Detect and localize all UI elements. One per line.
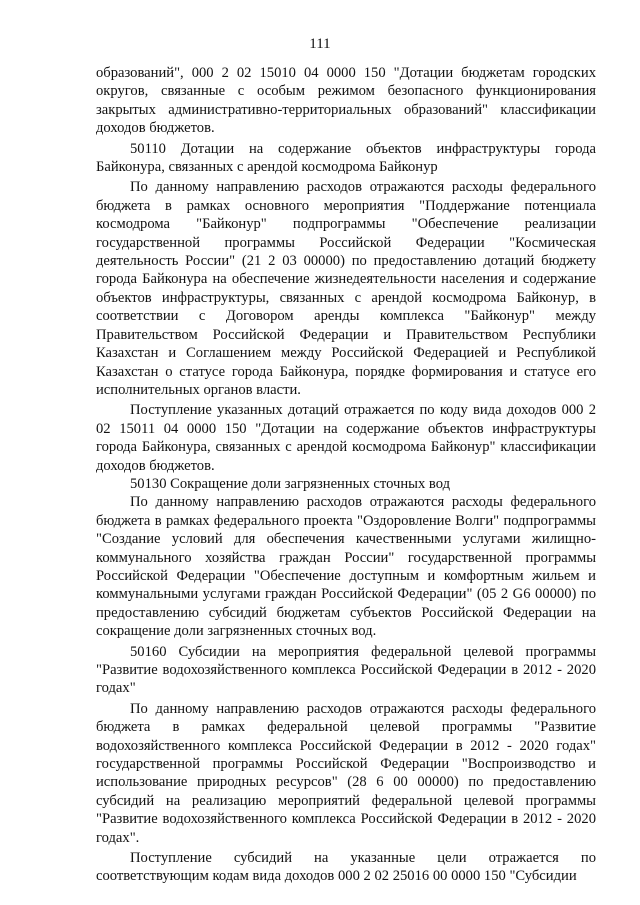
page-number: 111 (309, 36, 331, 52)
paragraph: образований", 000 2 02 15010 04 0000 150 "Дотации бюджетам городских округов, связанные с особым режимом безопасного функционирования закрытых административно-территориальных образований" классификации доходов бюджетов. (96, 65, 596, 137)
paragraph-heading-50110: 50110 Дотации на содержание объектов инфраструктуры города Байконура, связанных с арендой космодрома Байконур (96, 140, 596, 176)
document-body (96, 64, 596, 886)
paragraph: По данному направлению расходов отражаются расходы федерального бюджета в рамках основного мероприятия "Поддержание потенциала космодрома "Байконур" подпрограммы "Обеспечение реализации государственной программы Российской Федерации "Космическая деятельность России" (21 2 03 00000) по предоставлению дотаций бюджету города Байконура на обеспечение жизнедеятельности населения и содержание объектов инфраструктуры, связанных с арендой космодрома Байконур, в соответствии с Договором аренды комплекса "Байконур" между Правительством Российской Федерации и Правительством Республики Казахстан и Соглашением между Российской Федерацией и Республикой Казахстан о статусе города Байконура, порядке формирования и статусе его исполнительных органов власти. (96, 179, 596, 398)
paragraph-heading-50160: 50160 Субсидии на мероприятия федеральной целевой программы "Развитие водохозяйственного комплекса Российской Федерации в 2012 - 2020 годах" (96, 643, 596, 697)
paragraph: Поступление субсидий на указанные цели отражается по соответствующим кодам вида доходов 000 2 02 25016 00 0000 150 "Субсидии (96, 850, 596, 885)
paragraph: По данному направлению расходов отражаются расходы федерального бюджета в рамках федерального проекта "Оздоровление Волги" подпрограммы "Создание условий для обеспечения качественными услугами жилищно-коммунального хозяйства граждан России" государственной программы Российской Федерации "Обеспечение доступным и комфортным жильем и коммунальными услугами граждан Российской Федерации" (05 2 G6 00000) по предоставлению субсидий бюджетам субъектов Российской Федерации на сокращение доли загрязненных сточных вод. (96, 494, 596, 640)
paragraph-heading-50130: 50130 Сокращение доли загрязненных сточных вод (130, 475, 450, 492)
paragraph: Поступление указанных дотаций отражается по коду вида доходов 000 2 02 15011 04 0000 150 "Дотации на содержание объектов инфраструктуры города Байконура, связанных с арендой космодрома Байконур" классификации доходов бюджетов. (96, 402, 596, 474)
paragraph: По данному направлению расходов отражаются расходы федерального бюджета в рамках федеральной целевой программы "Развитие водохозяйственного комплекса Российской Федерации в 2012 - 2020 годах" государственной программы Российской Федерации "Воспроизводство и использование природных ресурсов" (28 6 00 00000) по предоставлению субсидий на реализацию мероприятий федеральной целевой программы "Развитие водохозяйственного комплекса Российской Федерации в 2012 - 2020 годах". (96, 700, 596, 846)
